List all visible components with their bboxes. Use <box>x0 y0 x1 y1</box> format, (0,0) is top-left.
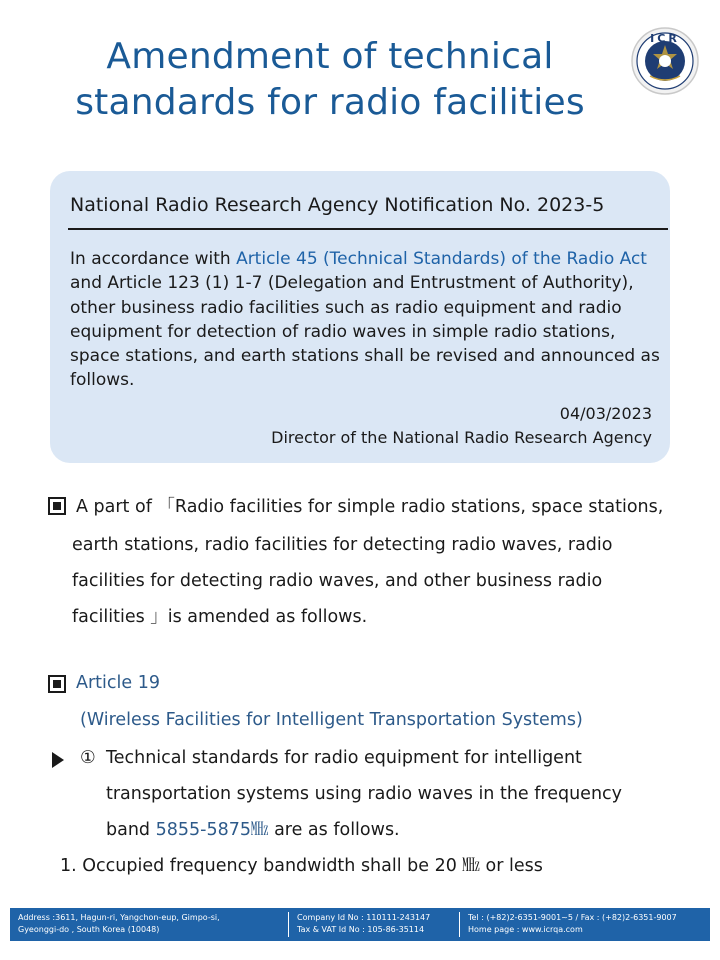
item-line-3 <box>106 812 686 848</box>
item-number: ① <box>80 748 96 768</box>
notification-divider <box>68 228 668 230</box>
notification-heading: National Radio Research Agency Notification No. 2023-5 <box>70 194 605 216</box>
notification-box <box>50 171 670 463</box>
notification-body-rest: and Article 123 (1) 1-7 (Delegation and Entrustment of Authority), other business radio facilities such as radio equipment and radio equipment for detection of radio waves in simple radio stations, space stations, and earth stations shall be revised and announced as follows. <box>70 273 660 391</box>
footer-divider <box>459 912 460 937</box>
footer-company-line-1: Company Id No : 110111-243147 <box>297 913 431 922</box>
notification-body <box>70 247 660 393</box>
amendment-line-1: A part of 「Radio facilities for simple radio stations, space stations, <box>76 497 664 517</box>
amendment-line-2: earth stations, radio facilities for detecting radio waves, radio <box>72 535 613 555</box>
page-title <box>30 34 630 126</box>
notification-date: 04/03/2023 <box>559 404 652 423</box>
item-line-2: transportation systems using radio waves in the frequency <box>106 784 623 804</box>
page-title-line-1: Amendment of technical <box>106 36 554 77</box>
checkbox-bullet-icon <box>48 675 66 693</box>
item-line-1: Technical standards for radio equipment for intelligent <box>106 748 582 768</box>
footer-bar <box>10 908 710 941</box>
amendment-line-3: facilities for detecting radio waves, and other business radio <box>72 571 603 591</box>
logo-text: ICR <box>650 32 680 45</box>
notification-body-highlight: Article 45 (Technical Standards) of the Radio Act <box>236 249 647 269</box>
amendment-line-4: facilities 」is amended as follows. <box>72 607 368 627</box>
footer-address-line-1: Address :3611, Hagun-ri, Yangchon-eup, Gimpo-si, <box>18 913 220 922</box>
frequency-band: 5855-5875㎒ <box>155 820 269 840</box>
point-1: 1. Occupied frequency bandwidth shall be 20 ㎒ or less <box>60 856 543 876</box>
footer-company <box>297 912 462 936</box>
article-subtitle <box>80 702 680 738</box>
item-line-3-pre: band <box>106 820 156 840</box>
triangle-bullet-icon <box>52 752 64 768</box>
icr-logo <box>630 26 700 96</box>
checkbox-bullet-icon <box>48 497 66 515</box>
footer-address-line-2: Gyeonggi-do , South Korea (10048) <box>18 925 160 934</box>
footer-company-line-2: Tax & VAT Id No : 105-86-35114 <box>297 925 425 934</box>
page-title-line-2: standards for radio facilities <box>75 82 585 123</box>
article-subtitle-open: ( <box>80 710 87 730</box>
footer-address <box>18 912 288 936</box>
article-subtitle-close: ) <box>575 710 583 730</box>
footer-contact <box>468 912 708 936</box>
footer-contact-line-2: Home page : www.icrqa.com <box>468 925 583 934</box>
item-line-3-post: are as follows. <box>268 820 400 840</box>
notification-body-intro: In accordance with <box>70 249 237 269</box>
footer-divider <box>288 912 289 937</box>
article-heading: Article 19 <box>76 673 160 693</box>
article-subtitle-text: Wireless Facilities for Intelligent Transportation Systems <box>86 710 576 730</box>
footer-contact-line-1: Tel : (+82)2-6351-9001~5 / Fax : (+82)2-6351-9007 <box>468 913 677 922</box>
notification-signature: Director of the National Radio Research Agency <box>271 428 652 447</box>
